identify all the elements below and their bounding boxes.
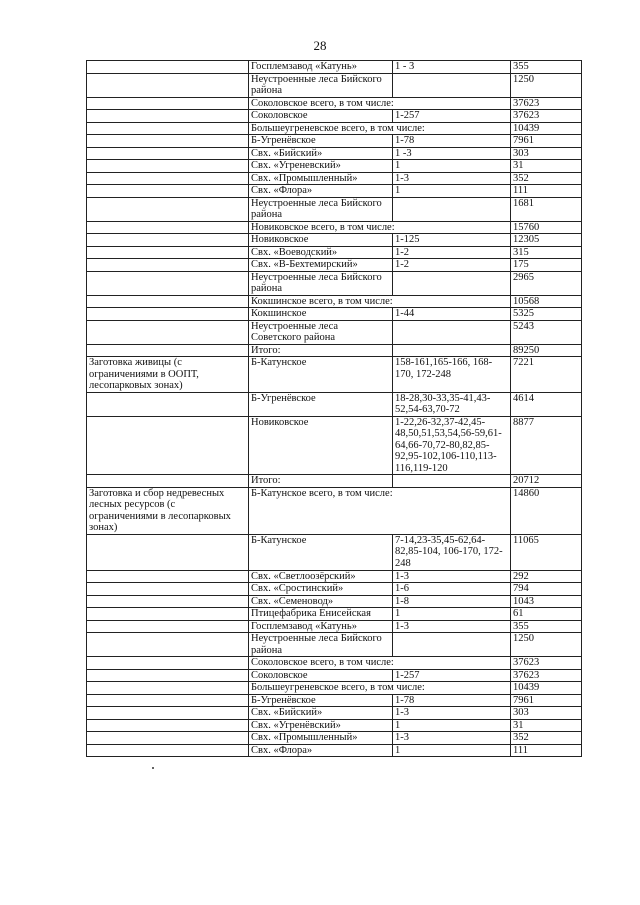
quarters-cell: 1-125 xyxy=(393,234,511,247)
activity-cell xyxy=(87,732,249,745)
area-cell: 292 xyxy=(511,570,582,583)
forestry-name-cell: Итого: xyxy=(249,344,393,357)
page-number: 28 xyxy=(313,38,327,53)
table-row xyxy=(87,534,582,570)
activity-cell xyxy=(87,534,249,570)
area-cell: 37623 xyxy=(511,97,582,110)
table-row xyxy=(87,744,582,757)
quarters-cell xyxy=(393,73,511,97)
activity-cell xyxy=(87,295,249,308)
area-cell: 1250 xyxy=(511,73,582,97)
quarters-cell: 1-78 xyxy=(393,694,511,707)
area-cell: 7221 xyxy=(511,357,582,393)
activity-cell xyxy=(87,657,249,670)
table-row xyxy=(87,608,582,621)
quarters-cell: 1-2 xyxy=(393,259,511,272)
forestry-name-cell: Неустроенные леса Бийского района xyxy=(249,73,393,97)
activity-cell xyxy=(87,392,249,416)
forestry-name-cell: Свх. «Промышленный» xyxy=(249,732,393,745)
table-row xyxy=(87,246,582,259)
activity-cell xyxy=(87,185,249,198)
area-cell: 37623 xyxy=(511,110,582,123)
area-cell: 2965 xyxy=(511,271,582,295)
quarters-cell: 1 xyxy=(393,744,511,757)
table-row xyxy=(87,487,582,534)
area-cell: 111 xyxy=(511,744,582,757)
quarters-cell xyxy=(393,320,511,344)
forestry-name-cell: Свх. «Промышленный» xyxy=(249,172,393,185)
subtotal-label-cell: Кокшинское всего, в том числе: xyxy=(249,295,511,308)
table-row xyxy=(87,570,582,583)
table-row xyxy=(87,308,582,321)
quarters-cell xyxy=(393,344,511,357)
quarters-cell: 158-161,165-166, 168-170, 172-248 xyxy=(393,357,511,393)
area-cell: 111 xyxy=(511,185,582,198)
quarters-cell: 1-8 xyxy=(393,595,511,608)
activity-cell xyxy=(87,633,249,657)
activity-cell xyxy=(87,110,249,123)
activity-cell xyxy=(87,416,249,475)
area-cell: 4614 xyxy=(511,392,582,416)
forestry-name-cell: Б-Угренёвское xyxy=(249,135,393,148)
table-row xyxy=(87,392,582,416)
quarters-cell: 1 -3 xyxy=(393,147,511,160)
area-cell: 10439 xyxy=(511,682,582,695)
activity-cell xyxy=(87,320,249,344)
area-cell: 352 xyxy=(511,172,582,185)
activity-cell xyxy=(87,97,249,110)
table-row xyxy=(87,694,582,707)
area-cell: 355 xyxy=(511,61,582,74)
activity-cell xyxy=(87,197,249,221)
table-row xyxy=(87,259,582,272)
forestry-name-cell: Итого: xyxy=(249,475,393,488)
quarters-cell: 1-44 xyxy=(393,308,511,321)
table-row xyxy=(87,61,582,74)
activity-cell xyxy=(87,73,249,97)
forestry-name-cell: Кокшинское xyxy=(249,308,393,321)
area-cell: 10439 xyxy=(511,122,582,135)
table-row xyxy=(87,97,582,110)
quarters-cell: 1-6 xyxy=(393,583,511,596)
table-row xyxy=(87,122,582,135)
activity-cell xyxy=(87,160,249,173)
activity-cell xyxy=(87,570,249,583)
table-row xyxy=(87,110,582,123)
forestry-name-cell: Госплемзавод «Катунь» xyxy=(249,620,393,633)
quarters-cell xyxy=(393,633,511,657)
table-row xyxy=(87,320,582,344)
activity-cell xyxy=(87,682,249,695)
forestry-name-cell: Свх. «Угреневский» xyxy=(249,160,393,173)
quarters-cell: 1-3 xyxy=(393,732,511,745)
forestry-name-cell: Свх. «Бийский» xyxy=(249,707,393,720)
forestry-name-cell: Новиковское xyxy=(249,416,393,475)
area-cell: 7961 xyxy=(511,135,582,148)
area-cell: 15760 xyxy=(511,221,582,234)
table-row xyxy=(87,73,582,97)
quarters-cell: 1-3 xyxy=(393,172,511,185)
forestry-name-cell: Свх. «Флора» xyxy=(249,744,393,757)
table-row xyxy=(87,719,582,732)
subtotal-label-cell: Большеугреневское всего, в том числе: xyxy=(249,682,511,695)
activity-cell xyxy=(87,744,249,757)
activity-cell xyxy=(87,620,249,633)
area-cell: 89250 xyxy=(511,344,582,357)
table-row xyxy=(87,707,582,720)
area-cell: 14860 xyxy=(511,487,582,534)
area-cell: 61 xyxy=(511,608,582,621)
table-body xyxy=(87,61,582,757)
activity-cell xyxy=(87,707,249,720)
area-cell: 11065 xyxy=(511,534,582,570)
activity-cell: Заготовка и сбор недревесных лесных ресурсов (с ограничениями в лесопарковых зонах) xyxy=(87,487,249,534)
area-cell: 12305 xyxy=(511,234,582,247)
area-cell: 31 xyxy=(511,719,582,732)
quarters-cell: 1-257 xyxy=(393,669,511,682)
area-cell: 352 xyxy=(511,732,582,745)
activity-cell xyxy=(87,61,249,74)
area-cell: 37623 xyxy=(511,657,582,670)
forestry-name-cell: Б-Угренёвское xyxy=(249,694,393,707)
table-row xyxy=(87,221,582,234)
table-row xyxy=(87,147,582,160)
area-cell: 1681 xyxy=(511,197,582,221)
table-row xyxy=(87,669,582,682)
forestry-name-cell: Б-Катунское xyxy=(249,534,393,570)
area-cell: 7961 xyxy=(511,694,582,707)
table-row xyxy=(87,633,582,657)
quarters-cell: 1 xyxy=(393,185,511,198)
activity-cell xyxy=(87,595,249,608)
forestry-name-cell: Свх. «Светлоозёрский» xyxy=(249,570,393,583)
activity-cell xyxy=(87,475,249,488)
activity-cell xyxy=(87,172,249,185)
forestry-name-cell: Свх. «Угренёвский» xyxy=(249,719,393,732)
activity-cell xyxy=(87,344,249,357)
activity-cell xyxy=(87,583,249,596)
subtotal-label-cell: Соколовское всего, в том числе: xyxy=(249,657,511,670)
forestry-name-cell: Свх. «Бийский» xyxy=(249,147,393,160)
forestry-name-cell: Неустроенные леса Бийского района xyxy=(249,633,393,657)
area-cell: 175 xyxy=(511,259,582,272)
quarters-cell: 1-3 xyxy=(393,570,511,583)
subtotal-label-cell: Новиковское всего, в том числе: xyxy=(249,221,511,234)
quarters-cell xyxy=(393,197,511,221)
activity-cell: Заготовка живицы (с ограничениями в ООПТ, лесопарковых зонах) xyxy=(87,357,249,393)
activity-cell xyxy=(87,221,249,234)
area-cell: 10568 xyxy=(511,295,582,308)
subtotal-label-cell: Б-Катунское всего, в том числе: xyxy=(249,487,511,534)
table-row xyxy=(87,197,582,221)
activity-cell xyxy=(87,246,249,259)
quarters-cell: 1-3 xyxy=(393,620,511,633)
area-cell: 5243 xyxy=(511,320,582,344)
forestry-name-cell: Свх. «Флора» xyxy=(249,185,393,198)
area-cell: 303 xyxy=(511,147,582,160)
area-cell: 8877 xyxy=(511,416,582,475)
forestry-name-cell: Неустроенные леса Советского района xyxy=(249,320,393,344)
forestry-name-cell: Свх. «Сростинский» xyxy=(249,583,393,596)
table-row xyxy=(87,185,582,198)
quarters-cell: 1-22,26-32,37-42,45-48,50,51,53,54,56-59,61-64,66-70,72-80,82,85-92,95-102,106-110,113-116,119-120 xyxy=(393,416,511,475)
area-cell: 794 xyxy=(511,583,582,596)
forestry-name-cell: Неустроенные леса Бийского района xyxy=(249,271,393,295)
table-row xyxy=(87,475,582,488)
activity-cell xyxy=(87,259,249,272)
stray-dot xyxy=(152,767,154,769)
table-row xyxy=(87,595,582,608)
activity-cell xyxy=(87,147,249,160)
table-row xyxy=(87,620,582,633)
quarters-cell xyxy=(393,271,511,295)
table-row xyxy=(87,271,582,295)
area-cell: 315 xyxy=(511,246,582,259)
table-row xyxy=(87,416,582,475)
quarters-cell: 1 xyxy=(393,719,511,732)
subtotal-label-cell: Соколовское всего, в том числе: xyxy=(249,97,511,110)
activity-cell xyxy=(87,669,249,682)
quarters-cell: 1 xyxy=(393,160,511,173)
quarters-cell: 1 xyxy=(393,608,511,621)
area-cell: 31 xyxy=(511,160,582,173)
activity-cell xyxy=(87,694,249,707)
quarters-cell: 1-3 xyxy=(393,707,511,720)
area-cell: 37623 xyxy=(511,669,582,682)
subtotal-label-cell: Большеугреневское всего, в том числе: xyxy=(249,122,511,135)
table-row xyxy=(87,344,582,357)
activity-cell xyxy=(87,719,249,732)
table-row xyxy=(87,172,582,185)
table-row xyxy=(87,135,582,148)
forestry-name-cell: Б-Катунское xyxy=(249,357,393,393)
table-row xyxy=(87,583,582,596)
table-row xyxy=(87,657,582,670)
quarters-cell xyxy=(393,475,511,488)
table-row xyxy=(87,357,582,393)
forestry-name-cell: Госплемзавод «Катунь» xyxy=(249,61,393,74)
activity-cell xyxy=(87,308,249,321)
activity-cell xyxy=(87,271,249,295)
table-row xyxy=(87,234,582,247)
forestry-name-cell: Неустроенные леса Бийского района xyxy=(249,197,393,221)
forestry-name-cell: Свх. «В-Бехтемирский» xyxy=(249,259,393,272)
area-cell: 303 xyxy=(511,707,582,720)
forestry-name-cell: Соколовское xyxy=(249,110,393,123)
activity-cell xyxy=(87,608,249,621)
forest-areas-table xyxy=(86,60,582,757)
quarters-cell: 1 - 3 xyxy=(393,61,511,74)
quarters-cell: 7-14,23-35,45-62,64-82,85-104, 106-170, 172-248 xyxy=(393,534,511,570)
table-row xyxy=(87,295,582,308)
activity-cell xyxy=(87,122,249,135)
forestry-name-cell: Свх. «Семеновод» xyxy=(249,595,393,608)
activity-cell xyxy=(87,135,249,148)
area-cell: 355 xyxy=(511,620,582,633)
forestry-name-cell: Соколовское xyxy=(249,669,393,682)
area-cell: 1043 xyxy=(511,595,582,608)
forestry-name-cell: Б-Угренёвское xyxy=(249,392,393,416)
quarters-cell: 18-28,30-33,35-41,43-52,54-63,70-72 xyxy=(393,392,511,416)
activity-cell xyxy=(87,234,249,247)
quarters-cell: 1-2 xyxy=(393,246,511,259)
table-row xyxy=(87,160,582,173)
forestry-name-cell: Новиковское xyxy=(249,234,393,247)
table-row xyxy=(87,682,582,695)
forestry-name-cell: Свх. «Воеводский» xyxy=(249,246,393,259)
quarters-cell: 1-257 xyxy=(393,110,511,123)
forestry-name-cell: Птицефабрика Енисейская xyxy=(249,608,393,621)
area-cell: 20712 xyxy=(511,475,582,488)
area-cell: 1250 xyxy=(511,633,582,657)
area-cell: 5325 xyxy=(511,308,582,321)
table-row xyxy=(87,732,582,745)
quarters-cell: 1-78 xyxy=(393,135,511,148)
